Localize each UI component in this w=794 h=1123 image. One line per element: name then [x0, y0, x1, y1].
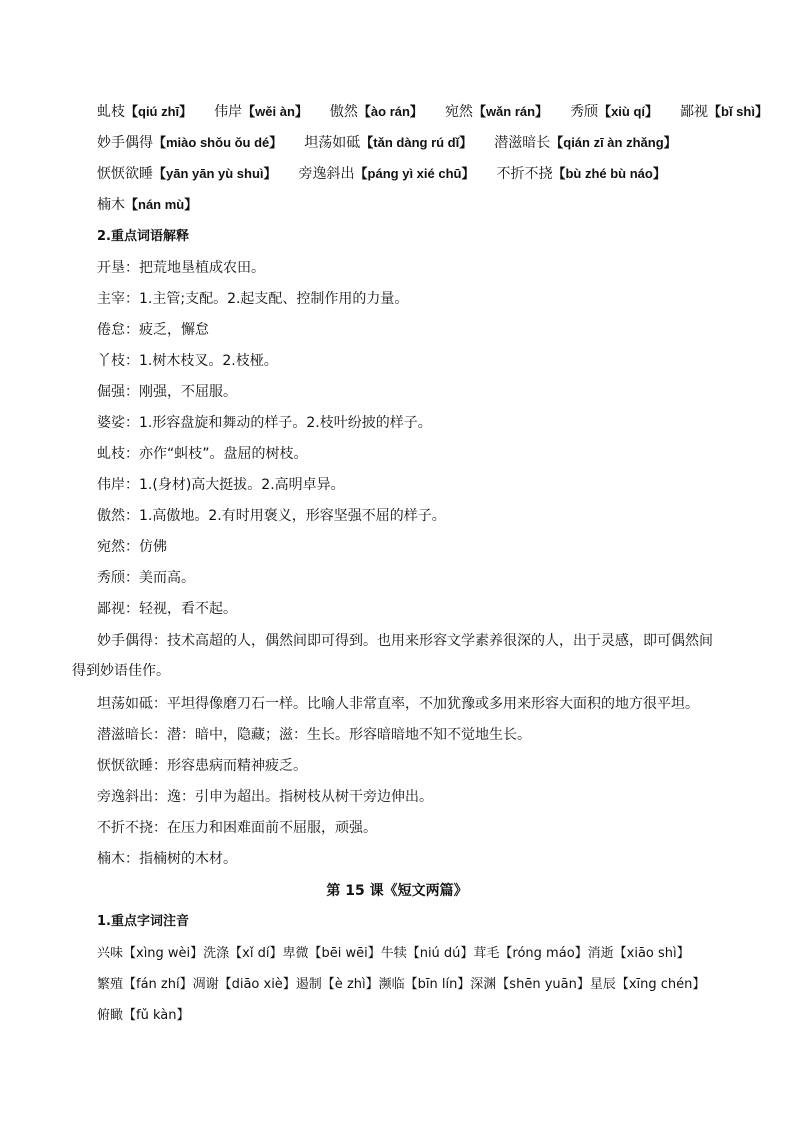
- pinyin-entry: 坦荡如砥【tǎn dàng rú dǐ】: [304, 135, 473, 151]
- pinyin-entry: 不折不挠【bù zhé bù náo】: [496, 166, 666, 182]
- pinyin-row-2: [97, 133, 737, 153]
- definition-item: 楠木：指楠树的木材。: [97, 851, 237, 867]
- lesson-pinyin-row: 繁殖【fán zhí】凋谢【diāo xiè】遏制【è zhì】濒临【bīn lín】深渊【shēn yuān】星辰【xīng chén】: [97, 977, 706, 992]
- section-heading: 2.重点词语解释: [97, 229, 189, 244]
- lesson-title: 第 15 课《短文两篇》: [326, 883, 468, 899]
- definition-item: 妙手偶得：技术高超的人，偶然间即可得到。也用来形容文学素养很深的人，出于灵感，即可偶然间: [97, 633, 713, 649]
- pinyin-entry: 鄙视【bǐ shì】: [680, 104, 768, 120]
- pinyin-entry: 潜滋暗长【qián zī àn zhǎng】: [494, 135, 677, 151]
- pinyin-row-4: [97, 195, 737, 215]
- definition-item: 婆娑：1.形容盘旋和舞动的样子。2.枝叶纷披的样子。: [97, 415, 432, 431]
- definition-item: 倔强：刚强，不屈服。: [97, 384, 237, 400]
- definition-item: 虬枝：亦作“虯枝”。盘屈的树枝。: [97, 446, 308, 462]
- definition-item: 伟岸：1.(身材)高大挺拔。2.高明卓异。: [97, 477, 345, 493]
- definition-item: 丫枝：1.树木枝叉。2.枝桠。: [97, 353, 278, 369]
- definition-item: 坦荡如砥：平坦得像磨刀石一样。比喻人非常直率，不加犹豫或多用来形容大面积的地方很平坦。: [97, 696, 699, 712]
- definition-item: 开垦：把荒地垦植成农田。: [97, 260, 265, 276]
- definition-item: 傲然：1.高傲地。2.有时用褒义，形容坚强不屈的样子。: [97, 508, 446, 524]
- pinyin-entry: 伟岸【wěi àn】: [214, 104, 308, 120]
- lesson-pinyin-row: 俯瞰【fǔ kàn】: [97, 1008, 190, 1023]
- definition-item-continuation: 得到妙语佳作。: [72, 663, 170, 679]
- definition-item: 主宰：1.主管;支配。2.起支配、控制作用的力量。: [97, 291, 409, 307]
- definition-item: 宛然：仿佛: [97, 539, 167, 555]
- definition-item: 恹恹欲睡：形容患病而精神疲乏。: [97, 758, 307, 774]
- definition-item: 秀颀：美而高。: [97, 570, 195, 586]
- pinyin-entry: 宛然【wǎn rán】: [444, 104, 549, 120]
- pinyin-entry: 虬枝【qiú zhī】: [97, 104, 193, 120]
- pinyin-entry: 旁逸斜出【páng yì xié chū】: [298, 166, 475, 182]
- pinyin-entry: 秀颀【xiù qí】: [570, 104, 659, 120]
- definition-item: 潜滋暗长：潜：暗中，隐藏；滋：生长。形容暗暗地不知不觉地生长。: [97, 727, 531, 743]
- pinyin-row-1: [97, 102, 768, 122]
- pinyin-entry: 恹恹欲睡【yān yān yù shuì】: [97, 166, 277, 182]
- pinyin-row-3: [97, 164, 737, 184]
- lesson-pinyin-row: 兴味【xìng wèi】洗涤【xǐ dí】卑微【bēi wēi】牛犊【niú dú】茸毛【róng máo】消逝【xiāo shì】: [97, 946, 690, 961]
- section-heading: 1.重点字词注音: [97, 914, 189, 929]
- definition-item: 鄙视：轻视，看不起。: [97, 601, 237, 617]
- definition-item: 倦怠：疲乏，懈怠: [97, 322, 209, 338]
- pinyin-entry: 傲然【ào rán】: [329, 104, 423, 120]
- definition-item: 旁逸斜出：逸：引申为超出。指树枝从树干旁边伸出。: [97, 789, 433, 805]
- pinyin-entry: 妙手偶得【miào shǒu ǒu dé】: [97, 135, 283, 151]
- pinyin-entry: 楠木【nán mù】: [97, 197, 198, 213]
- definition-item: 不折不挠：在压力和困难面前不屈服，顽强。: [97, 820, 377, 836]
